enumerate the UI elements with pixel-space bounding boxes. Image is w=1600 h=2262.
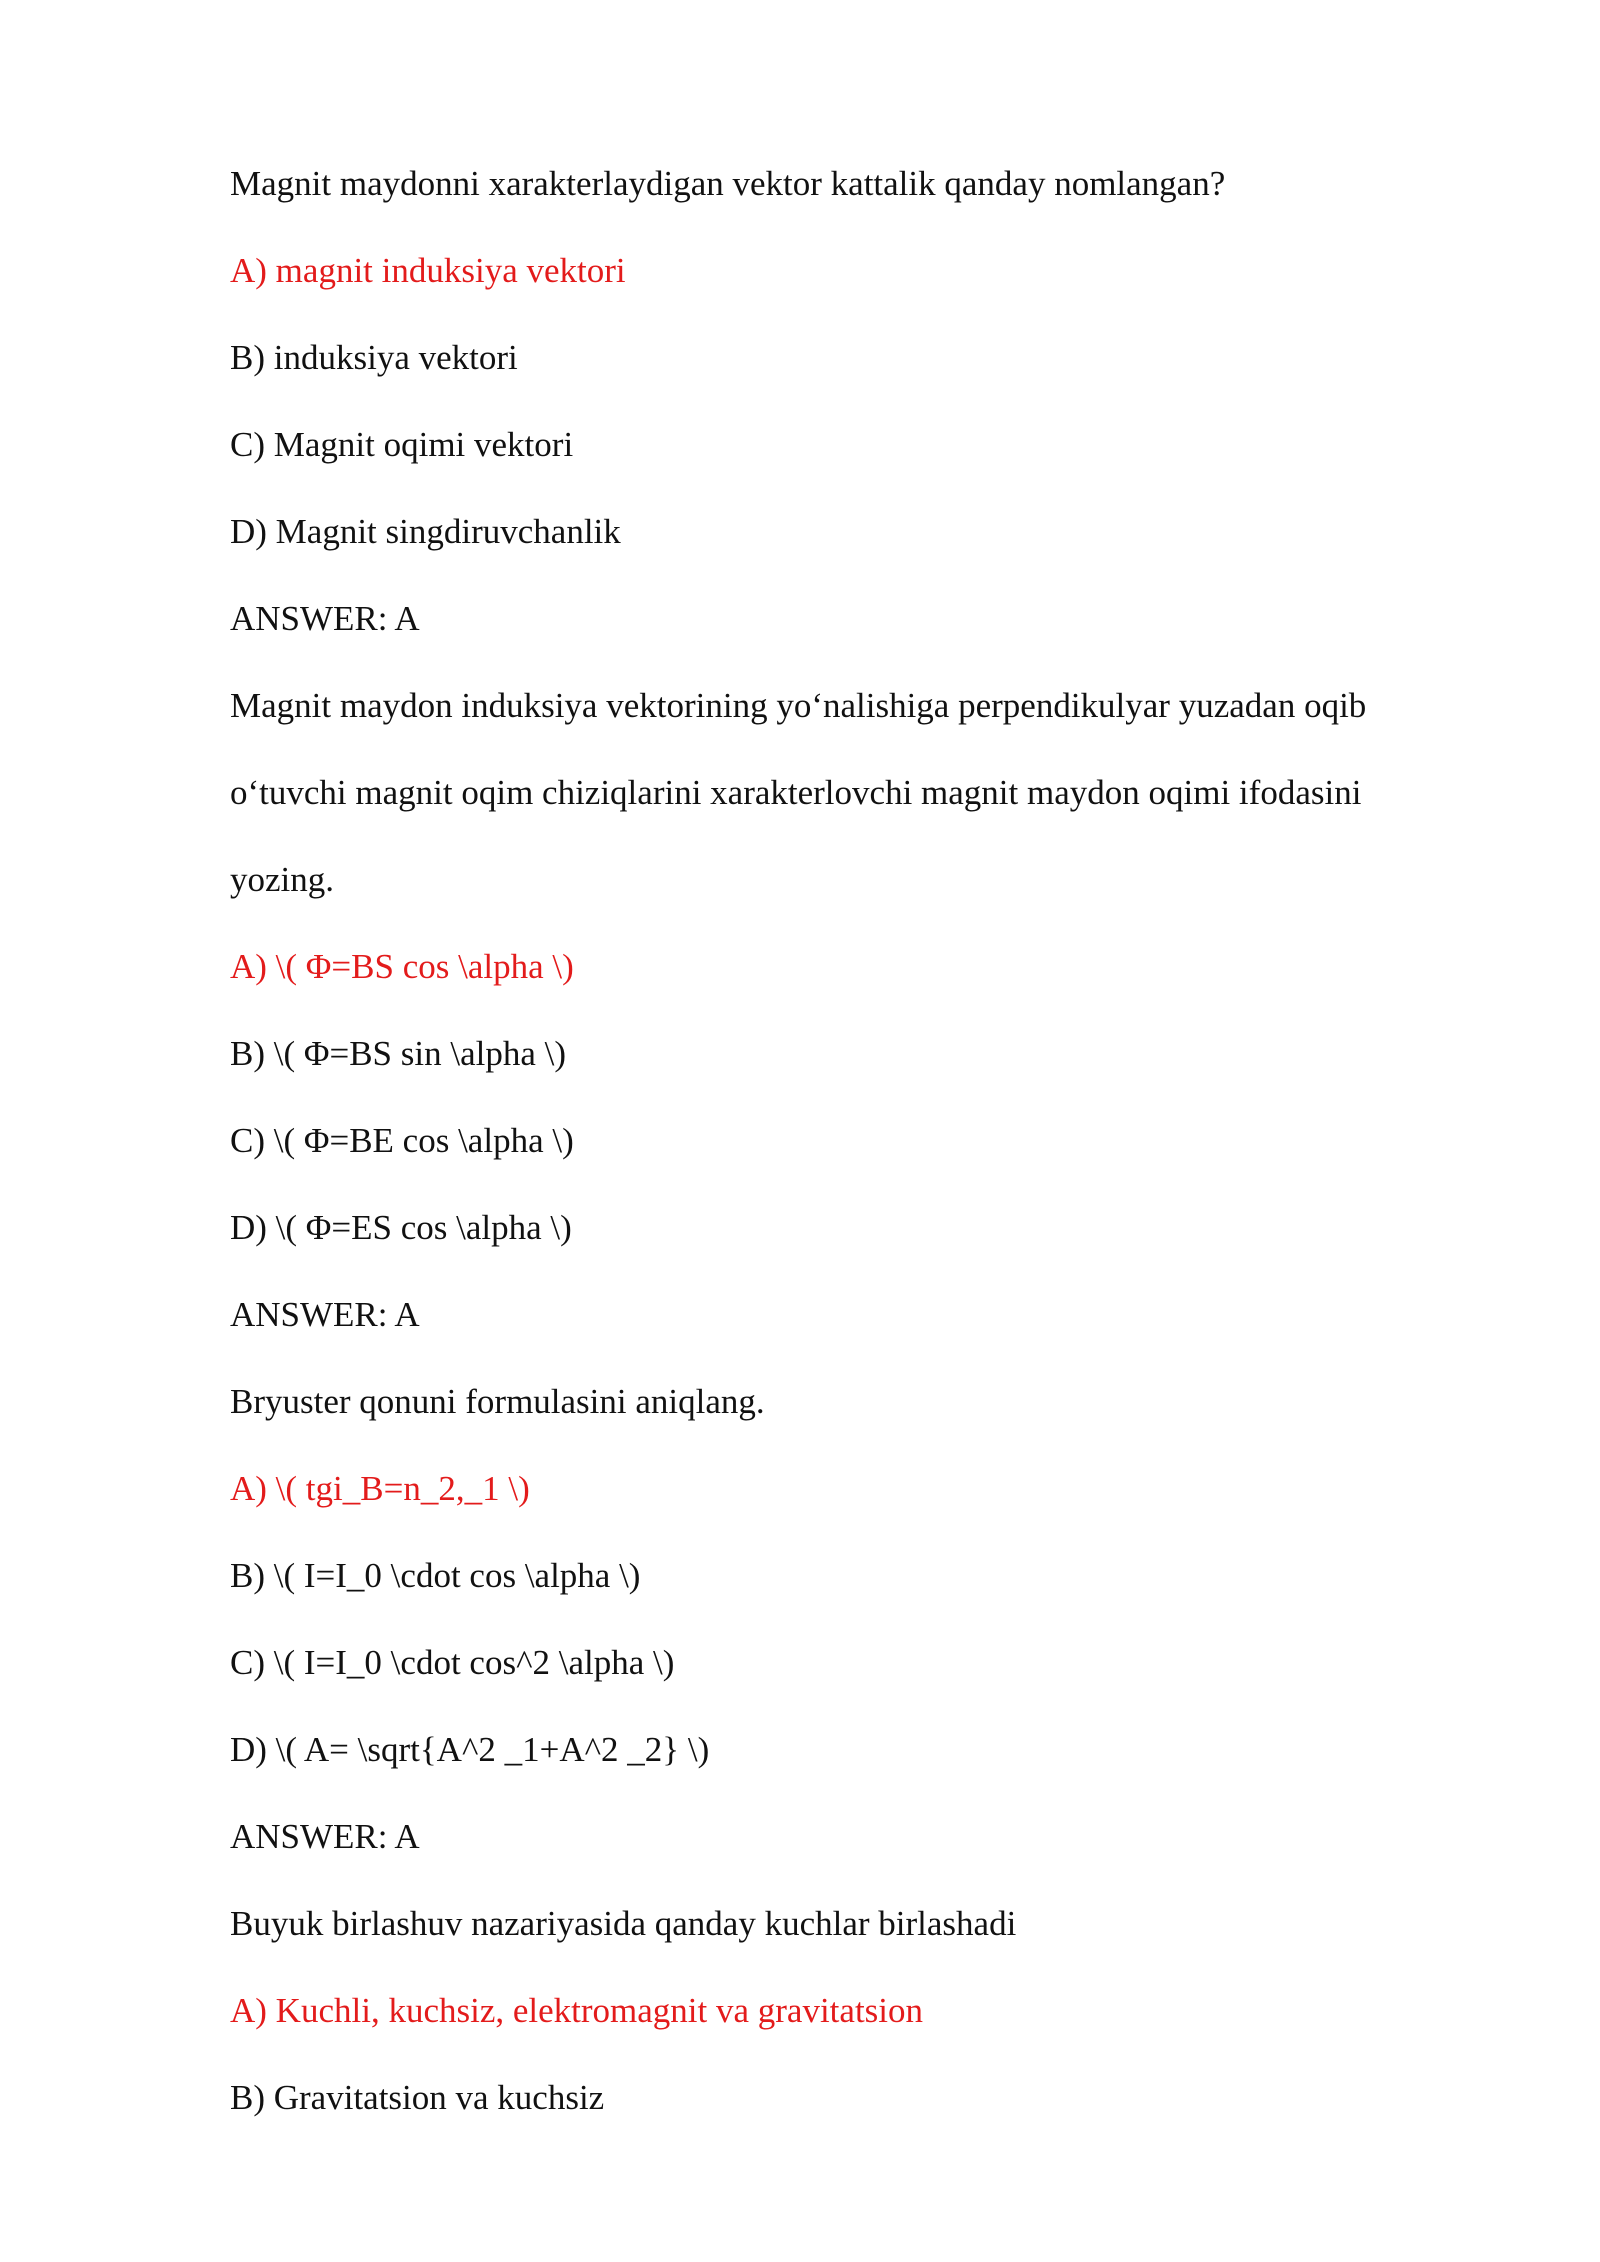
option-c: C) \( Φ=BE cos \alpha \) <box>230 1121 574 1160</box>
question-text: Buyuk birlashuv nazariyasida qanday kuchlar birlashadi <box>230 1904 1017 1943</box>
question-block <box>230 1880 1470 2141</box>
question-text: Bryuster qonuni formulasini aniqlang. <box>230 1382 765 1421</box>
question-block <box>230 140 1470 662</box>
option-a-correct: A) Kuchli, kuchsiz, elektromagnit va gravitatsion <box>230 1991 924 2030</box>
answer-line: ANSWER: A <box>230 1817 420 1856</box>
option-a-correct: A) magnit induksiya vektori <box>230 251 626 290</box>
option-b: B) \( I=I_0 \cdot cos \alpha \) <box>230 1556 641 1595</box>
option-c: C) \( I=I_0 \cdot cos^2 \alpha \) <box>230 1643 675 1682</box>
option-a-correct: A) \( tgi_B=n_2,_1 \) <box>230 1469 530 1508</box>
answer-line: ANSWER: A <box>230 599 420 638</box>
option-d: D) \( A= \sqrt{A^2 _1+A^2 _2} \) <box>230 1730 710 1769</box>
option-a-correct: A) \( Φ=BS cos \alpha \) <box>230 947 574 986</box>
answer-line: ANSWER: A <box>230 1295 420 1334</box>
option-d: D) \( Φ=ES cos \alpha \) <box>230 1208 572 1247</box>
option-d: D) Magnit singdiruvchanlik <box>230 512 621 551</box>
document-content <box>230 140 1470 2141</box>
question-block <box>230 1358 1470 1880</box>
option-b: B) Gravitatsion va kuchsiz <box>230 2078 605 2117</box>
option-b: B) \( Φ=BS sin \alpha \) <box>230 1034 567 1073</box>
question-block <box>230 662 1470 1358</box>
option-b: B) induksiya vektori <box>230 338 518 377</box>
question-text: o‘tuvchi magnit oqim chiziqlarini xarakterlovchi magnit maydon oqimi ifodasini <box>230 773 1362 812</box>
question-text: Magnit maydonni xarakterlaydigan vektor kattalik qanday nomlangan? <box>230 164 1226 203</box>
question-text: Magnit maydon induksiya vektorining yo‘nalishiga perpendikulyar yuzadan oqib <box>230 686 1367 725</box>
option-c: C) Magnit oqimi vektori <box>230 425 574 464</box>
question-text: yozing. <box>230 860 335 899</box>
